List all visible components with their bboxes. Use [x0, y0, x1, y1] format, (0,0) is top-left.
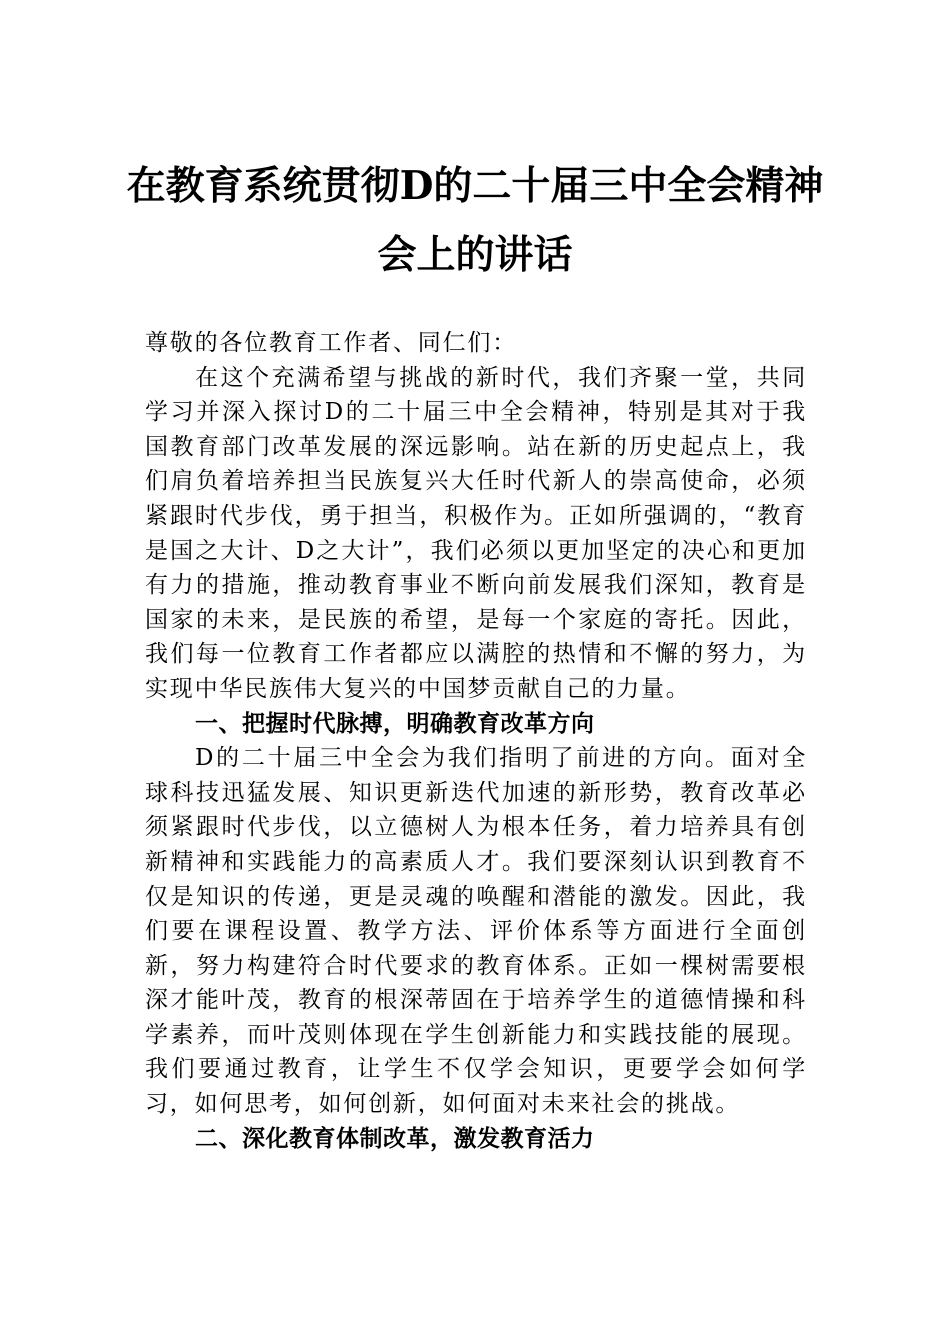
salutation: 尊敬的各位教育工作者、同仁们：	[145, 330, 517, 356]
section-heading-2: 二、深化教育体制改革，激发教育活力	[195, 1125, 595, 1152]
paragraph-section-1: D的二十届三中全会为我们指明了前进的方向。面对全球科技迅猛发展、知识更新迭代加速的新形势，教育改革必须紧跟时代步伐，以立德树人为根本任务，着力培养具有创新精神和实践能力的高素质人才。我们要深刻认识到教育不仅是知识的传递，更是灵魂的唤醒和潜能的激发。因此，我们要在课程设置、教学方法、评价体系等方面进行全面创新，努力构建符合时代要求的教育体系。正如一棵树需要根深才能叶茂，教育的根深蒂固在于培养学生的道德情操和科学素养，而叶茂则体现在学生创新能力和实践技能的展现。我们要通过教育，让学生不仅学会知识，更要学会如何学习，如何思考，如何创新，如何面对未来社会的挑战。	[145, 745, 807, 1118]
document-title-line-1: 在教育系统贯彻D的二十届三中全会精神	[126, 163, 824, 209]
paragraph-intro: 在这个充满希望与挑战的新时代，我们齐聚一堂，共同学习并深入探讨D的二十届三中全会精神，特别是其对于我国教育部门改革发展的深远影响。站在新的历史起点上，我们肩负着培养担当民族复兴大任时代新人的崇高使命，必须紧跟时代步伐，勇于担当，积极作为。正如所强调的，“教育是国之大计、D之大计”，我们必须以更加坚定的决心和更加有力的措施，推动教育事业不断向前发展我们深知，教育是国家的未来，是民族的希望，是每一个家庭的寄托。因此，我们每一位教育工作者都应以满腔的热情和不懈的努力，为实现中华民族伟大复兴的中国梦贡献自己的力量。	[145, 364, 807, 702]
document-body	[145, 326, 807, 1156]
section-heading-1: 一、把握时代脉搏，明确教育改革方向	[195, 710, 595, 737]
document-title-line-2: 会上的讲话	[377, 232, 573, 278]
